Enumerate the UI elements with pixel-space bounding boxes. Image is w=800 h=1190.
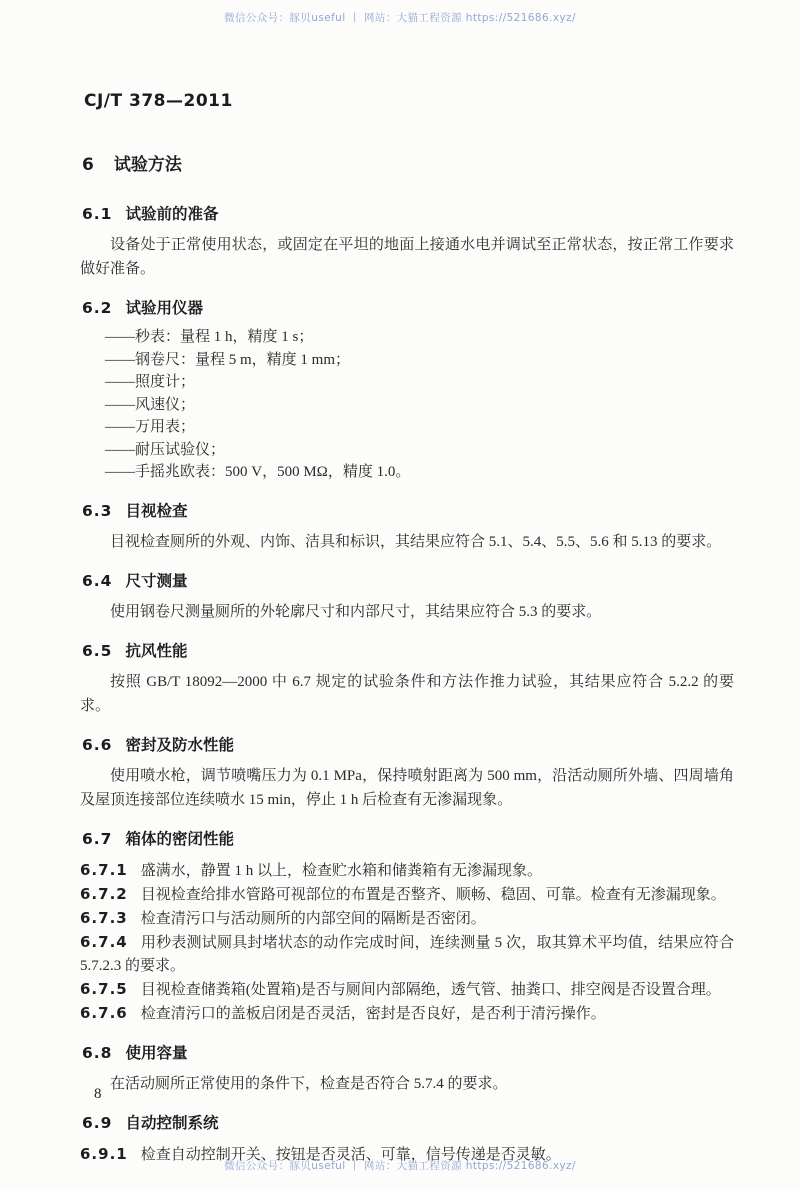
list-item: ——手摇兆欧表：500 V，500 MΩ，精度 1.0。 [105, 464, 411, 480]
standard-number: CJ/T 378—2011 [84, 91, 233, 111]
section-number: 6.3 [82, 501, 113, 520]
clause-number: 6.7.5 [80, 979, 128, 998]
clause-number: 6.7.1 [80, 860, 128, 879]
chapter-heading [82, 150, 734, 175]
page-number: 8 [94, 1086, 102, 1102]
section-heading [82, 733, 734, 755]
chapter-title: 试验方法 [113, 155, 182, 175]
clause-number: 6.7.2 [80, 884, 128, 903]
clause-text: 目视检查储粪箱(处置箱)是否与厕间内部隔绝，透气管、抽粪口、排空阀是否设置合理。 [140, 981, 721, 998]
list-item: ——钢卷尺：量程 5 m，精度 1 mm； [105, 351, 351, 368]
section-heading [82, 569, 734, 591]
instrument-list [80, 326, 734, 484]
body-paragraph: 设备处于正常使用状态，或固定在平坦的地面上接通水电并调试至正常状态，按正常工作要求做好准备。 [80, 237, 734, 277]
section-title: 自动控制系统 [125, 1113, 219, 1132]
section-number: 6.1 [82, 205, 113, 223]
section-heading [82, 827, 734, 849]
body-paragraph: 使用喷水枪，调节喷嘴压力为 0.1 MPa，保持喷射距离为 500 mm，沿活动厕所外墙、四周墙角及屋顶连接部位连续喷水 15 min，停止 1 h 后检查有无渗漏现象。 [80, 767, 734, 808]
section-number: 6.9 [82, 1113, 113, 1132]
list-item: ——照度计； [105, 374, 196, 390]
section-title: 目视检查 [125, 501, 188, 520]
list-item: ——耐压试验仪； [105, 441, 226, 458]
section-number: 6.4 [82, 571, 113, 590]
clause-text: 检查清污口与活动厕所的内部空间的隔断是否密闭。 [140, 910, 486, 927]
list-item: ——秒表：量程 1 h，精度 1 s； [105, 329, 314, 345]
body-paragraph: 使用钢卷尺测量厕所的外轮廓尺寸和内部尺寸，其结果应符合 5.3 的要求。 [110, 603, 602, 620]
clause-row [80, 907, 734, 931]
clause-number: 6.7.3 [80, 908, 128, 927]
clause-row [80, 978, 734, 1002]
watermark-bottom: 微信公众号：豚贝useful 丨 网站：大猫工程资源 https://521686.xyz/ [224, 1160, 576, 1172]
clause-text: 目视检查给排水管路可视部位的布置是否整齐、顺畅、稳固、可靠。检查有无渗漏现象。 [140, 886, 726, 903]
section-heading [82, 202, 734, 224]
section-number: 6.5 [82, 641, 113, 660]
clause-group [80, 859, 734, 1026]
clause-text: 检查自动控制开关、按钮是否灵活、可靠，信号传递是否灵敏。 [140, 1146, 561, 1163]
section-title: 使用容量 [125, 1043, 188, 1062]
clause-row [80, 1002, 734, 1026]
clause-text: 检查清污口的盖板启闭是否灵活，密封是否良好，是否利于清污操作。 [140, 1005, 606, 1022]
document-content [80, 150, 734, 1167]
clause-row [80, 859, 734, 883]
section-heading [82, 296, 734, 318]
clause-number: 6.7.6 [80, 1003, 128, 1022]
section-number: 6.7 [82, 829, 113, 848]
section-title: 尺寸测量 [125, 571, 188, 590]
clause-number: 6.7.4 [80, 932, 128, 951]
list-item: ——风速仪； [105, 396, 196, 413]
document-body [80, 202, 734, 1167]
watermark-top: 微信公众号：豚贝useful 丨 网站：大猫工程资源 https://521686.xyz/ [224, 12, 576, 24]
section-title: 箱体的密闭性能 [125, 829, 234, 848]
section-heading [82, 1041, 734, 1063]
section-title: 试验用仪器 [125, 299, 203, 317]
clause-number: 6.9.1 [80, 1144, 128, 1163]
section-heading [82, 499, 734, 521]
section-title: 密封及防水性能 [125, 735, 234, 754]
section-number: 6.6 [82, 735, 113, 754]
clause-row [80, 931, 734, 978]
clause-text: 用秒表测试厕具封堵状态的动作完成时间，连续测量 5 次，取其算术平均值，结果应符合 5.7.2.3 的要求。 [80, 934, 734, 974]
body-paragraph: 在活动厕所正常使用的条件下，检查是否符合 5.7.4 的要求。 [110, 1075, 508, 1092]
chapter-number: 6 [82, 155, 94, 175]
clause-row [80, 883, 734, 907]
section-heading [82, 1111, 734, 1133]
list-item: ——万用表； [105, 419, 196, 435]
section-number: 6.2 [82, 299, 113, 317]
section-title: 抗风性能 [125, 641, 188, 660]
body-paragraph: 按照 GB/T 18092—2000 中 6.7 规定的试验条件和方法作推力试验，其结果应符合 5.2.2 的要求。 [80, 673, 734, 714]
section-title: 试验前的准备 [125, 205, 219, 223]
section-heading [82, 639, 734, 661]
section-number: 6.8 [82, 1043, 113, 1062]
clause-text: 盛满水，静置 1 h 以上，检查贮水箱和储粪箱有无渗漏现象。 [140, 862, 542, 879]
body-paragraph: 目视检查厕所的外观、内饰、洁具和标识，其结果应符合 5.1、5.4、5.5、5.6 和 5.13 的要求。 [110, 533, 722, 550]
